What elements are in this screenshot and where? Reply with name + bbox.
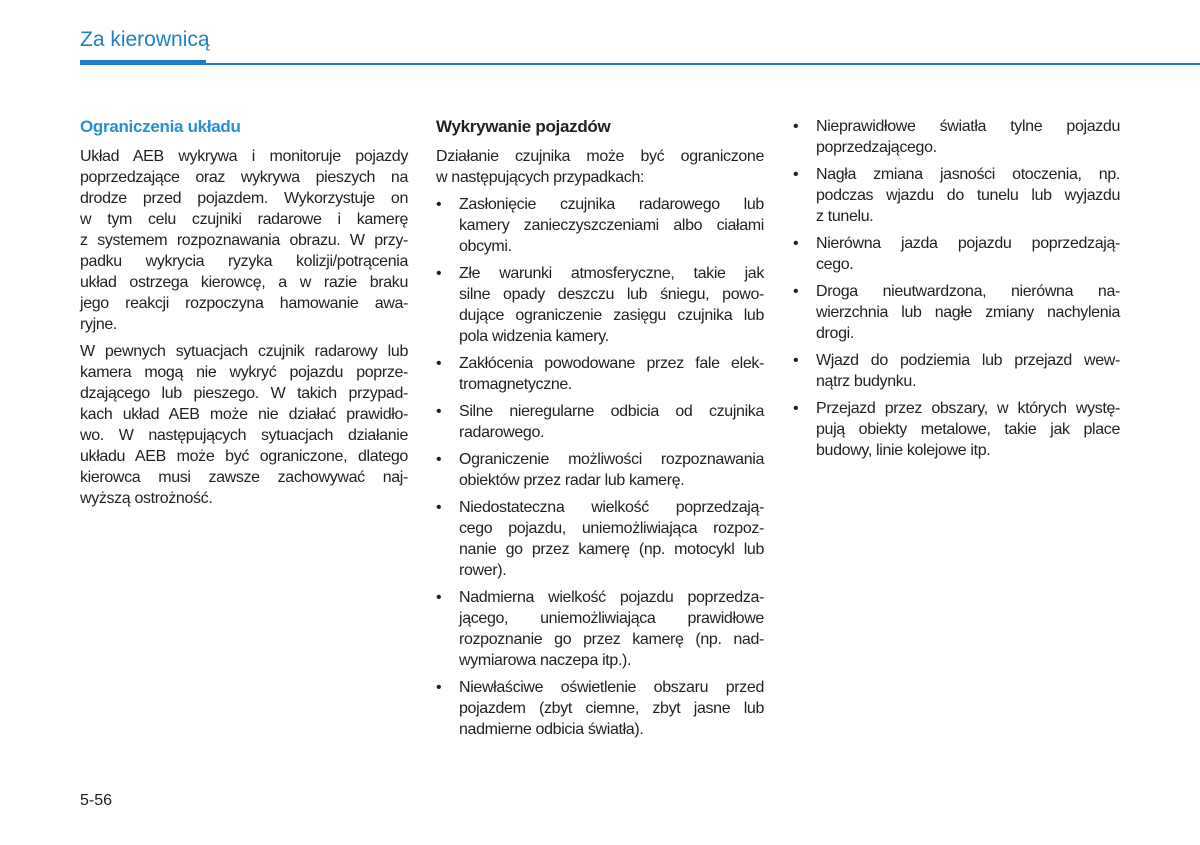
- text-line: Silne nieregularne odbicia od czujnika: [459, 403, 764, 420]
- text-line: wierzchnia lub nagłe zmiany nachylenia: [816, 304, 1120, 321]
- text-line: podczas wjazdu do tunelu lub wyjazdu: [816, 187, 1120, 204]
- text-line: jego reakcji rozpoczyna hamowanie awa-: [80, 295, 408, 312]
- text-line: W pewnych sytuacjach czujnik radarowy lub: [80, 343, 408, 360]
- text-line: Niewłaściwe oświetlenie obszaru przed: [459, 679, 764, 696]
- text-line: w tym celu czujniki radarowe i kamerę: [80, 211, 408, 228]
- text-line: Ograniczenie możliwości rozpoznawania: [459, 451, 764, 468]
- text-line: obiektów przez radar lub kamerę.: [459, 472, 685, 489]
- text-line: pują obiekty metalowe, takie jak place: [816, 421, 1120, 438]
- text-line: kamera mogą nie wykryć pojazdu poprze-: [80, 364, 408, 381]
- bullet-item: [436, 497, 764, 581]
- bullet-item: [793, 281, 1120, 344]
- text-line: pola widzenia kamery.: [459, 328, 609, 345]
- text-line: z tunelu.: [816, 208, 874, 225]
- heading-system-limits: Ograniczenia układu: [80, 117, 241, 136]
- text-line: wymiarowa naczepa itp.).: [459, 652, 632, 669]
- text-line: Nieprawidłowe światła tylne pojazdu: [816, 118, 1120, 135]
- bullet-item: [436, 194, 764, 257]
- paragraph: [80, 341, 408, 509]
- text-line: obcymi.: [459, 238, 512, 255]
- text-line: wyższą ostrożność.: [80, 490, 213, 507]
- text-line: z systemem rozpoznawania obrazu. W przy-: [80, 232, 408, 249]
- bullet-icon: •: [793, 166, 799, 183]
- text-line: w następujących przypadkach:: [436, 169, 645, 186]
- column-2: [436, 116, 764, 746]
- text-line: padku wykrycia ryzyka kolizji/potrącenia: [80, 253, 408, 270]
- text-line: pojazdem (zbyt ciemne, zbyt jasne lub: [459, 700, 764, 717]
- text-line: wo. W następujących sytuacjach działanie: [80, 427, 408, 444]
- text-line: poprzedzające oraz wykrywa pieszych na: [80, 169, 408, 186]
- text-line: kamery zanieczyszczeniami albo ciałami: [459, 217, 764, 234]
- bullet-item: [436, 401, 764, 443]
- text-line: drogi.: [816, 325, 854, 342]
- text-line: kierowca musi zawsze zachowywać naj-: [80, 469, 408, 486]
- bullet-icon: •: [436, 589, 442, 606]
- bullet-icon: •: [793, 235, 799, 252]
- bullet-icon: •: [436, 355, 442, 372]
- bullet-icon: •: [793, 283, 799, 300]
- text-line: Złe warunki atmosferyczne, takie jak: [459, 265, 764, 282]
- text-line: poprzedzającego.: [816, 139, 937, 156]
- bullet-icon: •: [793, 352, 799, 369]
- text-line: Zakłócenia powodowane przez fale elek-: [459, 355, 764, 372]
- text-line: układu AEB może być ograniczone, dlatego: [80, 448, 408, 465]
- bullet-icon: •: [793, 118, 799, 135]
- bullet-icon: •: [436, 679, 442, 696]
- text-line: nadmierne odbicia światła).: [459, 721, 644, 738]
- bullet-icon: •: [436, 451, 442, 468]
- text-line: nanie go przez kamerę (np. motocykl lub: [459, 541, 764, 558]
- text-line: Przejazd przez obszary, w których wystę-: [816, 400, 1120, 417]
- text-line: jącego, uniemożliwiająca prawidłowe: [459, 610, 764, 627]
- bullet-item: [436, 353, 764, 395]
- bullet-icon: •: [436, 196, 442, 213]
- text-line: Niedostateczna wielkość poprzedzają-: [459, 499, 764, 516]
- text-line: cego.: [816, 256, 854, 273]
- header-accent-bar: [80, 60, 206, 65]
- bullet-item: [793, 116, 1120, 158]
- bullet-icon: •: [793, 400, 799, 417]
- bullet-item: [436, 449, 764, 491]
- text-line: Działanie czujnika może być ograniczone: [436, 148, 764, 165]
- text-line: Droga nieutwardzona, nierówna na-: [816, 283, 1120, 300]
- bullet-icon: •: [436, 403, 442, 420]
- text-line: drodze przed pojazdem. Wykorzystuje on: [80, 190, 408, 207]
- text-line: rower).: [459, 562, 507, 579]
- text-line: kach układ AEB może nie działać prawidło-: [80, 406, 408, 423]
- intro-paragraph: [436, 146, 764, 188]
- text-line: Zasłonięcie czujnika radarowego lub: [459, 196, 764, 213]
- text-line: dzającego lub pieszego. W takich przypad-: [80, 385, 408, 402]
- bullet-item: [793, 164, 1120, 227]
- heading-vehicle-detection: Wykrywanie pojazdów: [436, 117, 611, 136]
- text-line: Układ AEB wykrywa i monitoruje pojazdy: [80, 148, 408, 165]
- paragraph: [80, 146, 408, 335]
- text-line: silne opady deszczu lub śniegu, powo-: [459, 286, 764, 303]
- bullet-icon: •: [436, 499, 442, 516]
- bullet-item: [436, 263, 764, 347]
- header-rule: [206, 63, 1200, 65]
- section-title: Za kierownicą: [80, 28, 210, 51]
- bullet-item: [793, 350, 1120, 392]
- text-line: układ ostrzega kierowcę, a w razie braku: [80, 274, 408, 291]
- text-line: ryjne.: [80, 316, 118, 333]
- text-line: tromagnetyczne.: [459, 376, 573, 393]
- text-line: Nierówna jazda pojazdu poprzedzają-: [816, 235, 1120, 252]
- text-line: radarowego.: [459, 424, 545, 441]
- text-line: nątrz budynku.: [816, 373, 917, 390]
- text-line: budowy, linie kolejowe itp.: [816, 442, 991, 459]
- column-1: [80, 116, 408, 515]
- text-line: Nadmierna wielkość pojazdu poprzedza-: [459, 589, 764, 606]
- bullet-item: [793, 233, 1120, 275]
- text-line: Wjazd do podziemia lub przejazd wew-: [816, 352, 1120, 369]
- bullet-item: [436, 587, 764, 671]
- text-line: cego pojazdu, uniemożliwiająca rozpoz-: [459, 520, 764, 537]
- text-line: dujące ograniczenie zasięgu czujnika lub: [459, 307, 764, 324]
- page-number: 5-56: [80, 792, 113, 809]
- bullet-icon: •: [436, 265, 442, 282]
- text-line: Nagła zmiana jasności otoczenia, np.: [816, 166, 1120, 183]
- text-line: rozpoznanie go przez kamerę (np. nad-: [459, 631, 764, 648]
- bullet-item: [436, 677, 764, 740]
- column-3: [793, 116, 1120, 467]
- bullet-item: [793, 398, 1120, 461]
